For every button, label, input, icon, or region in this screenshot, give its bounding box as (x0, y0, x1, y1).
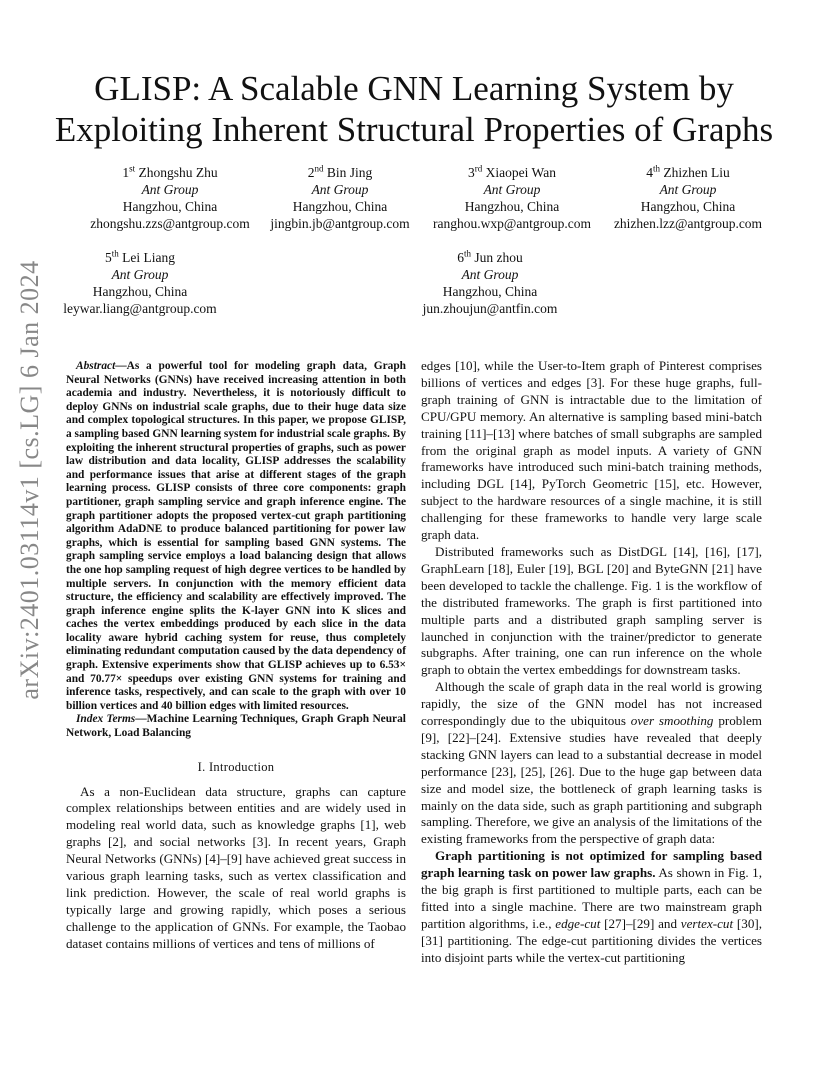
right-paragraph-3: Although the scale of graph data in the real world is growing rapidly, the size of the GNN model has not increased correspondingly due to the ubiquitous over smoothing problem [9], [22]–[24]. Extensive studies have revealed that deeply stacking GNN layers can lead to a substantial decrease in model performance [23], [25], [26]. Due to the huge gap between data size and model size, the bottleneck of graph learning tasks is mainly on the data side, such as graph partitioning and subgraph sampling. Therefore, we give an analysis of the limitations of the existing frameworks from the perspective of graph data: (421, 679, 762, 847)
author-4: 4th Zhizhen Liu Ant Group Hangzhou, China zhizhen.lzz@antgroup.com (613, 163, 763, 231)
author-5: 5th Lei Liang Ant Group Hangzhou, China leywar.liang@antgroup.com (63, 248, 217, 316)
right-paragraph-4: Graph partitioning is not optimized for sampling based graph learning task on power law graphs. As shown in Fig. 1, the big graph is first partitioned to multiple parts, each can be fitted into a single machine. There are two mainstream graph partition algorithms, i.e., edge-cut [27]–[29] and vertex-cut [30], [31] partitioning. The edge-cut partitioning divides the vertices into disjoint parts while the vertex-cut partitioning (421, 848, 762, 965)
section-heading: I. Introduction (197, 759, 275, 774)
left-column (66, 360, 406, 953)
abstract: Abstract—As a powerful tool for modeling graph data, Graph Neural Networks (GNNs) have received increasing attention in both academia and industry. Nevertheless, it is notoriously difficult to deploy GNNs on industrial scale graphs, due to their huge data size and complex topological structures. In this paper, we propose GLISP, a sampling based GNN learning system for industrial scale graphs. By exploiting the inherent structural properties of graphs, such as power law distribution and data locality, GLISP addresses the scalability and performance issues that arise at different stages of the graph learning process. GLISP consists of three core components: graph partitioner, graph sampling service and graph inference engine. The graph partitioner adopts the proposed vertex-cut graph partitioning algorithm AdaDNE to produce balanced partitioning for power law graphs, which is essential for sampling based GNN systems. The graph sampling service employs a load balancing design that allows the one hop sampling request of high degree vertices to be handled by multiple servers. In conjunction with the memory efficient data structure, the efficiency and scalability are effectively improved. The graph inference engine splits the K-layer GNN into K slices and caches the vertex embeddings produced by each slice in the data locality aware hybrid caching system for reuse, thus completely eliminating redundant computation caused by the data dependency of graph. Extensive experiments show that GLISP achieves up to 6.53× and 70.77× speedups over existing GNN systems for training and inference tasks, respectively, and can scale to the graph with over 10 billion vertices and 40 billion edges with limited resources. (66, 360, 406, 712)
paper-title: GLISP: A Scalable GNN Learning System by Exploiting Inherent Structural Properties of Graphs (54, 69, 774, 149)
index-terms: Index Terms—Machine Learning Techniques, Graph Graph Neural Network, Load Balancing (66, 713, 406, 740)
author-3: 3rd Xiaopei Wan Ant Group Hangzhou, China ranghou.wxp@antgroup.com (433, 163, 591, 231)
author-2: 2nd Bin Jing Ant Group Hangzhou, China jingbin.jb@antgroup.com (270, 163, 410, 231)
author-1: 1st Zhongshu Zhu Ant Group Hangzhou, China zhongshu.zzs@antgroup.com (90, 163, 250, 231)
right-paragraph-2: Distributed frameworks such as DistDGL [14], [16], [17], GraphLearn [18], Euler [19], BGL [20] and ByteGNN [21] have been developed to tackle the challenge. Fig. 1 is the workflow of the distributed frameworks. The graph is first partitioned into multiple parts and a distributed graph sampling server is launched in conjunction with the trainer/predictor to generate subgraphs. After training, one can run inference on the whole graph to obtain the vertex embeddings for downstream tasks. (421, 543, 762, 678)
author-6: 6th Jun zhou Ant Group Hangzhou, China jun.zhoujun@antfin.com (422, 248, 558, 316)
arxiv-identifier: arXiv:2401.03114v1 [cs.LG] 6 Jan 2024 (15, 260, 44, 700)
right-column (421, 358, 762, 967)
intro-paragraph: As a non-Euclidean data structure, graphs can capture complex relationships between entities and are widely used in modeling real world data, such as knowledge graphs [1], web graphs [2], and social networks [3]. In recent years, Graph Neural Networks (GNNs) [4]–[9] have achieved great success in various graph learning tasks, such as vertex classification and link prediction. However, the scale of real world graphs is typically large and growing rapidly, which poses a serious challenge to the application of GNNs. For example, the Taobao dataset contains millions of vertices and tens of millions of (66, 783, 406, 951)
right-paragraph-1: edges [10], while the User-to-Item graph of Pinterest comprises billions of vertices and edges [3]. For these huge graphs, full-graph training of GNN is intractable due to the limitation of CPU/GPU memory. An alternative is sampling based mini-batch training [11]–[13] where batches of small subgraphs are sampled from the original graph as model inputs. A variety of GNN frameworks have introduced such mini-batch training methods, including DGL [14], PyTorch Geometric [15], etc. However, subject to the hardware resources of a single machine, it is still challenging for these frameworks to handle very large scale graph data. (421, 358, 762, 543)
